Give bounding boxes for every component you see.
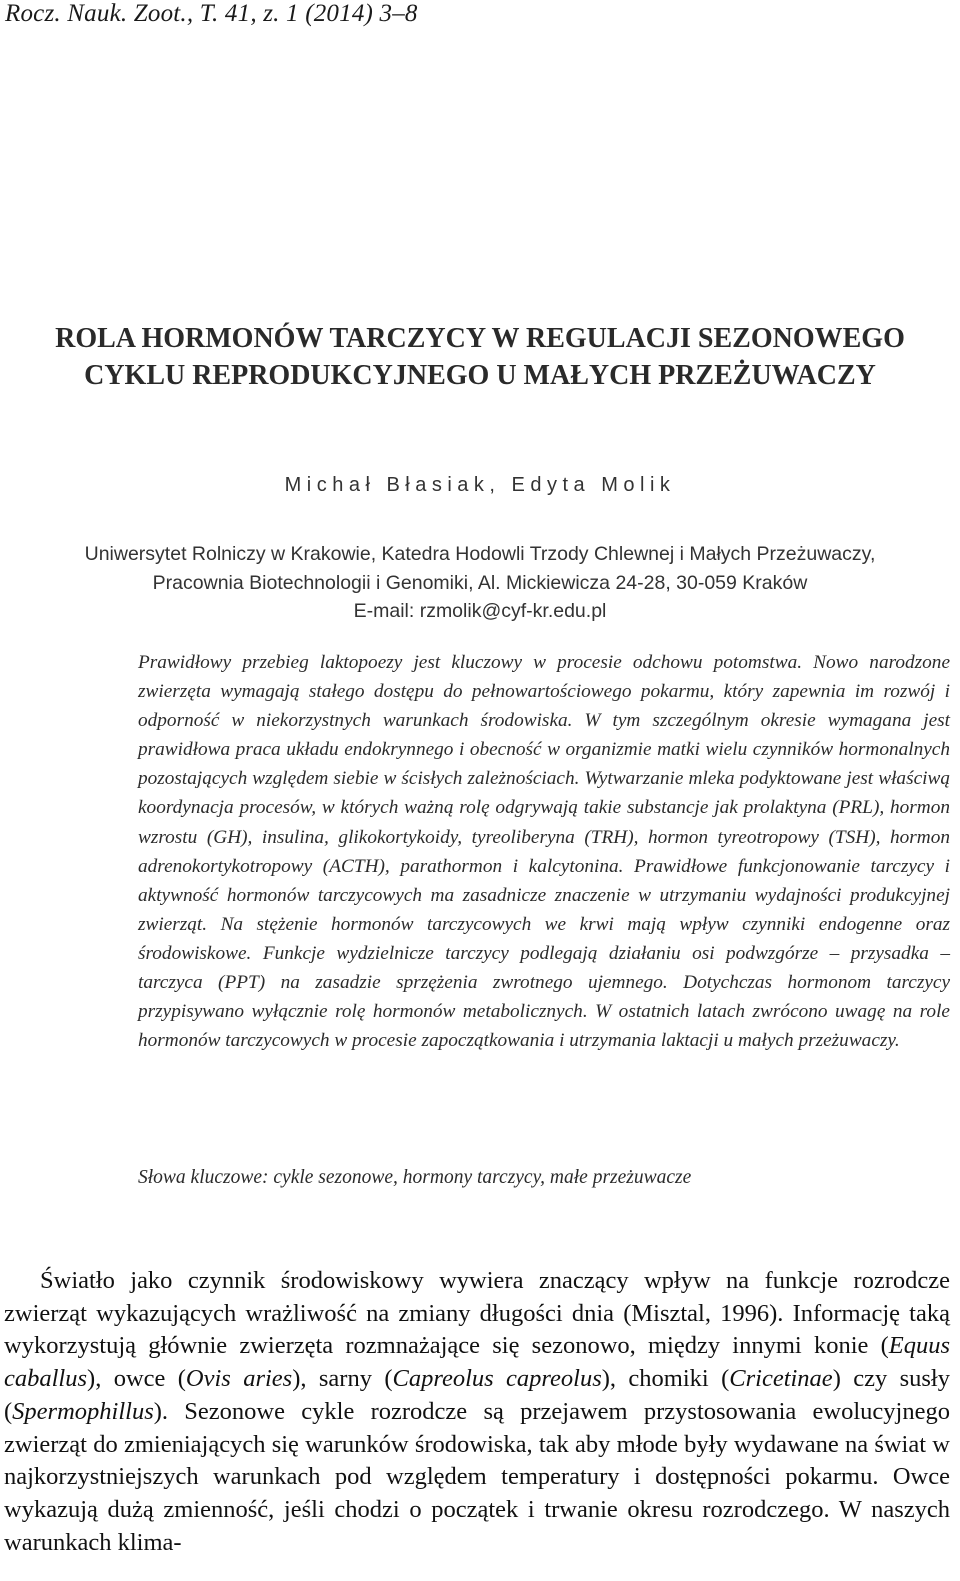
affiliation-line-1: Uniwersytet Rolniczy w Krakowie, Katedra Hodowli Trzody Chlewnej i Małych Przeżuwaczy, [84,543,876,565]
species-name: Ovis aries [185,1365,293,1393]
authors: Michał Błasiak, Edyta Molik [284,474,676,496]
body-text-segment: ) czy susły ( [4,1365,950,1425]
body-text-segment: ), owce ( [87,1365,186,1393]
body-paragraph [4,1265,950,1559]
affiliation-email: E-mail: rzmolik@cyf-kr.edu.pl [353,600,607,622]
keywords: Słowa kluczowe: cykle sezonowe, hormony tarczycy, małe przeżuwacze [138,1167,692,1188]
species-name: Capreolus capreolus [392,1365,602,1393]
species-name: Cricetinae [729,1365,833,1393]
abstract [138,648,950,1055]
body-text-segment: Światło jako czynnik środowiskowy wywiera znaczący wpływ na funkcje rozrodcze zwierząt wykazujących wrażliwość na zmiany długości dnia (Misztal, 1996). Informację taką wykorzystują głównie zwierzęta rozmnażające się sezonowo, między innymi konie ( [4,1267,950,1360]
article-title-line-1: ROLA HORMONÓW TARCZYCY W REGULACJI SEZONOWEGO [55,323,905,354]
abstract-text: Prawidłowy przebieg laktopoezy jest kluczowy w procesie odchowu potomstwa. Nowo narodzone zwierzęta wymagają stałego dostępu do pełnowartościowego pokarmu, który zapewnia im rozwój i odporność w niekorzystnych warunkach środowiska. W tym szczególnym okresie wymagana jest prawidłowa praca układu endokrynnego i obecność w organizmie matki wielu czynników hormonalnych pozostających względem siebie w ścisłych zależnościach. Wytwarzanie mleka podyktowane jest właściwą koordynacja procesów, w których ważną rolę odgrywają takie substancje jak prolaktyna (PRL), hormon wzrostu (GH), insulina, glikokortykoidy, tyreoliberyna (TRH), hormon tyreotropowy (TSH), hormon adrenokortykotropowy (ACTH), parathormon i kalcytonina. Prawidłowe funkcjonowanie tarczycy i aktywność hormonów tarczycowych ma zasadnicze znaczenie w utrzymaniu wydajności produkcyjnej zwierząt. Na stężenie hormonów tarczycowych we krwi mają wpływ czynniki endogenne oraz środowiskowe. Funkcje wydzielnicze tarczycy podlegają działaniu osi podwzgórze – przysadka – tarczyca (PPT) na zasadzie sprzężenia zwrotnego ujemnego. Dotychczas hormonom tarczycy przypisywano wyłącznie rolę hormonów metabolicznych. W ostatnich latach zwrócono uwagę na role hormonów tarczycowych w procesie zapoczątkowania i utrzymania laktacji u małych przeżuwaczy. [138,652,950,1052]
article-title-line-2: CYKLU REPRODUKCYJNEGO U MAŁYCH PRZEŻUWACZY [84,360,876,391]
species-name: Equus caballus [4,1332,950,1393]
species-name: Spermophillus [12,1397,154,1425]
body-text-segment: ), sarny ( [292,1365,393,1393]
journal-citation: Rocz. Nauk. Zoot., T. 41, z. 1 (2014) 3–8 [5,0,418,27]
body-text-segment: ), chomiki ( [601,1365,730,1393]
body-text-segment: ). Sezonowe cykle rozrodcze są przejawem przystosowania ewolucyjnego zwierząt do zmieniających się warunków środowiska, tak aby młode były wydawane na świat w najkorzystniejszych warunkach pod względem temperatury i dostępności pokarmu. Owce wykazują dużą zmienność, jeśli chodzi o początek i trwanie okresu rozrodczego. W naszych warunkach klima- [4,1397,950,1556]
affiliation-line-2: Pracownia Biotechnologii i Genomiki, Al. Mickiewicza 24-28, 30-059 Kraków [152,572,808,594]
body-paragraph-text [4,1265,950,1559]
